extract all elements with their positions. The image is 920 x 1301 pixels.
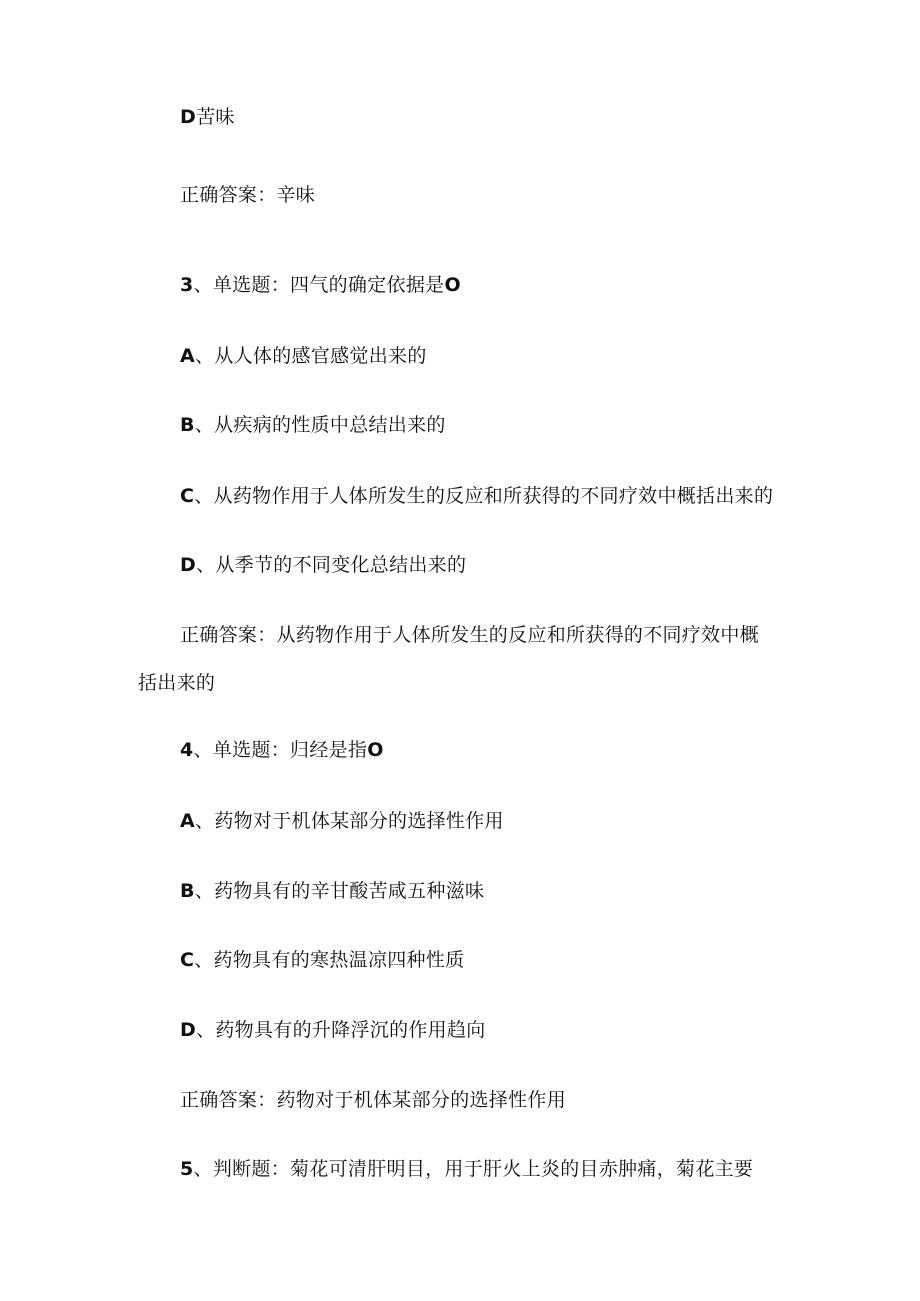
question-number: 5 <box>180 1158 194 1180</box>
q3-answer-line1: 正确答案：从药物作用于人体所发生的反应和所获得的不同疗效中概 <box>180 624 760 646</box>
q3-option-d <box>180 551 466 579</box>
q2-option-d <box>180 103 235 131</box>
question-blank: O <box>444 274 461 296</box>
option-text: 苦味 <box>196 106 235 128</box>
q3-option-c <box>180 482 773 510</box>
q4-option-a <box>180 807 504 835</box>
option-letter: D <box>180 1019 197 1041</box>
q5-stem <box>180 1155 753 1183</box>
option-text: 、从疾病的性质中总结出来的 <box>194 414 446 436</box>
q3-option-a <box>180 342 427 370</box>
option-text: 、药物具有的升降浮沉的作用趋向 <box>196 1019 486 1041</box>
question-stem: 、单选题：四气的确定依据是 <box>193 274 445 296</box>
option-letter: A <box>180 810 196 832</box>
option-letter: C <box>180 949 195 971</box>
option-text: 、从药物作用于人体所发生的反应和所获得的不同疗效中概括出来的 <box>194 485 774 507</box>
q4-option-d <box>180 1016 486 1044</box>
q2-answer: 正确答案：辛味 <box>180 184 316 206</box>
question-number: 3 <box>180 274 194 296</box>
q4-option-b <box>180 877 484 905</box>
q4-option-c <box>180 946 464 974</box>
option-text: 、药物对于机体某部分的选择性作用 <box>195 810 504 832</box>
option-letter: B <box>180 880 195 902</box>
option-letter: A <box>180 345 196 367</box>
option-letter: D <box>180 106 197 128</box>
option-text: 、药物具有的辛甘酸苦咸五种滋味 <box>194 880 485 902</box>
q3-answer-line2: 括出来的 <box>138 672 216 694</box>
q4-stem <box>180 736 384 764</box>
option-text: 、从人体的感官感觉出来的 <box>195 345 427 367</box>
question-blank: O <box>367 739 384 761</box>
question-stem: 、判断题：菊花可清肝明目，用于肝火上炎的目赤肿痛，菊花主要 <box>193 1158 754 1180</box>
question-stem: 、单选题：归经是指 <box>193 739 368 761</box>
option-letter: B <box>180 414 195 436</box>
q4-answer: 正确答案：药物对于机体某部分的选择性作用 <box>180 1089 567 1111</box>
q3-stem <box>180 271 461 299</box>
question-number: 4 <box>180 739 194 761</box>
option-letter: C <box>180 485 195 507</box>
option-text: 、从季节的不同变化总结出来的 <box>196 554 467 576</box>
option-letter: D <box>180 554 197 576</box>
q3-option-b <box>180 411 446 439</box>
option-text: 、药物具有的寒热温凉四种性质 <box>194 949 465 971</box>
